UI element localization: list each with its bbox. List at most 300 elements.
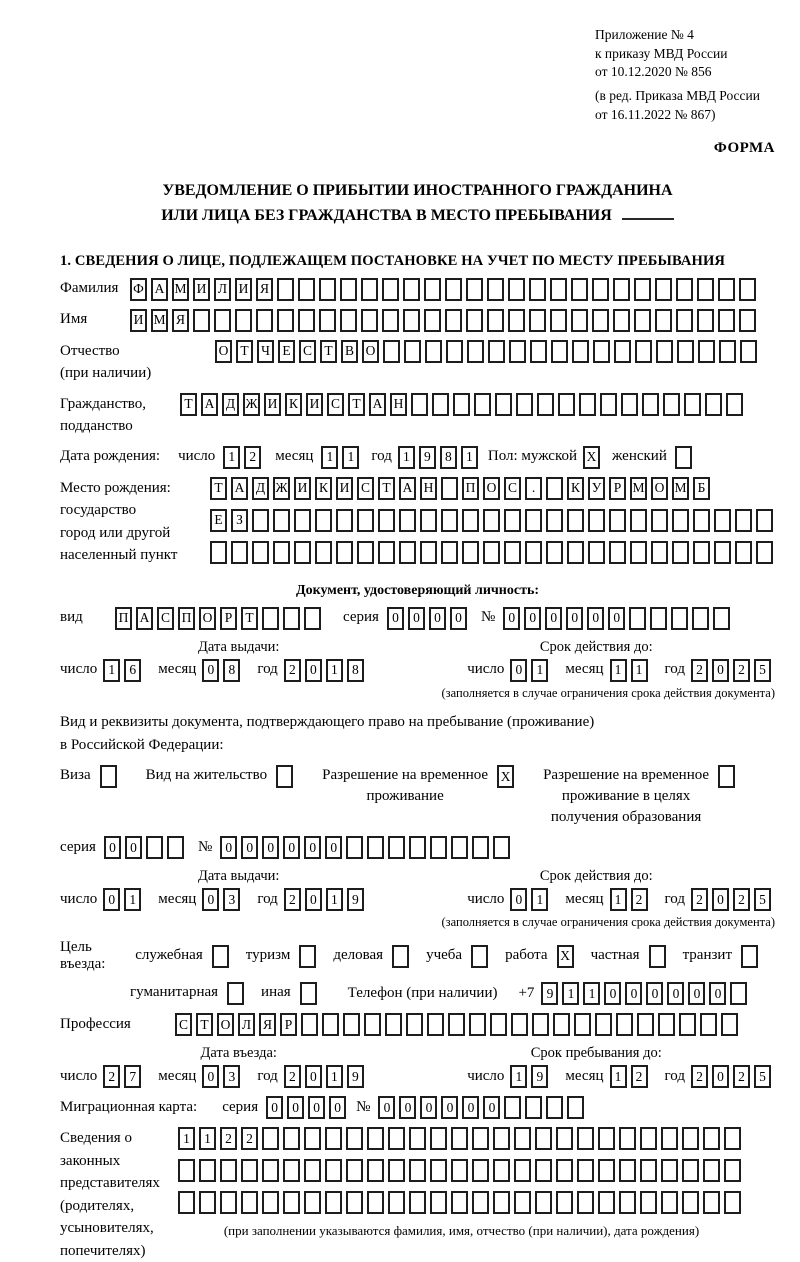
char-cell[interactable] — [721, 1013, 738, 1036]
char-cell[interactable] — [214, 309, 231, 332]
char-cell[interactable] — [592, 278, 609, 301]
char-cell[interactable]: 0 — [510, 659, 527, 682]
char-cell[interactable] — [556, 1127, 573, 1150]
char-cell[interactable] — [684, 393, 701, 416]
char-cell[interactable]: 0 — [566, 607, 583, 630]
char-cell[interactable]: Д — [222, 393, 239, 416]
char-cell[interactable] — [404, 340, 421, 363]
char-cell[interactable] — [382, 278, 399, 301]
char-cell[interactable] — [550, 309, 567, 332]
char-cell[interactable] — [199, 1191, 216, 1214]
char-cell[interactable]: 0 — [483, 1096, 500, 1119]
char-cell[interactable] — [467, 340, 484, 363]
char-cell[interactable] — [325, 1127, 342, 1150]
char-cell[interactable] — [572, 340, 589, 363]
char-cell[interactable] — [445, 278, 462, 301]
char-cell[interactable] — [315, 509, 332, 532]
char-cell[interactable] — [530, 340, 547, 363]
char-cell[interactable] — [392, 945, 409, 968]
char-cell[interactable] — [693, 541, 710, 564]
char-cell[interactable]: С — [327, 393, 344, 416]
char-cell[interactable] — [340, 278, 357, 301]
char-cell[interactable]: 0 — [308, 1096, 325, 1119]
char-cell[interactable]: 0 — [604, 982, 621, 1005]
char-cell[interactable]: 1 — [531, 659, 548, 682]
char-cell[interactable] — [357, 541, 374, 564]
char-cell[interactable]: 9 — [541, 982, 558, 1005]
char-cell[interactable] — [661, 1191, 678, 1214]
char-cell[interactable]: 2 — [691, 659, 708, 682]
char-cell[interactable] — [525, 541, 542, 564]
char-cell[interactable] — [651, 541, 668, 564]
char-cell[interactable] — [676, 278, 693, 301]
char-cell[interactable]: 8 — [440, 446, 457, 469]
char-cell[interactable]: А — [399, 477, 416, 500]
char-cell[interactable]: К — [285, 393, 302, 416]
char-cell[interactable] — [756, 509, 773, 532]
char-cell[interactable] — [682, 1127, 699, 1150]
char-cell[interactable] — [399, 541, 416, 564]
char-cell[interactable] — [487, 278, 504, 301]
char-cell[interactable]: 1 — [583, 982, 600, 1005]
char-cell[interactable] — [367, 836, 384, 859]
char-cell[interactable]: З — [231, 509, 248, 532]
char-cell[interactable] — [640, 1191, 657, 1214]
char-cell[interactable] — [299, 945, 316, 968]
char-cell[interactable] — [635, 340, 652, 363]
char-cell[interactable] — [304, 607, 321, 630]
char-cell[interactable]: 0 — [305, 1065, 322, 1088]
char-cell[interactable] — [619, 1191, 636, 1214]
char-cell[interactable] — [343, 1013, 360, 1036]
char-cell[interactable] — [724, 1191, 741, 1214]
char-cell[interactable]: 1 — [398, 446, 415, 469]
char-cell[interactable]: 2 — [691, 1065, 708, 1088]
char-cell[interactable]: 7 — [124, 1065, 141, 1088]
char-cell[interactable] — [693, 509, 710, 532]
char-cell[interactable] — [495, 393, 512, 416]
char-cell[interactable] — [252, 509, 269, 532]
char-cell[interactable]: X — [557, 945, 574, 968]
char-cell[interactable]: И — [235, 278, 252, 301]
char-cell[interactable]: Т — [210, 477, 227, 500]
char-cell[interactable] — [420, 509, 437, 532]
char-cell[interactable] — [525, 509, 542, 532]
char-cell[interactable] — [682, 1191, 699, 1214]
char-cell[interactable] — [600, 393, 617, 416]
char-cell[interactable]: 0 — [266, 1096, 283, 1119]
char-cell[interactable]: А — [151, 278, 168, 301]
char-cell[interactable] — [432, 393, 449, 416]
char-cell[interactable] — [511, 1013, 528, 1036]
char-cell[interactable]: Б — [693, 477, 710, 500]
char-cell[interactable]: С — [504, 477, 521, 500]
char-cell[interactable] — [508, 309, 525, 332]
char-cell[interactable]: 1 — [326, 888, 343, 911]
char-cell[interactable] — [276, 765, 293, 788]
char-cell[interactable]: О — [362, 340, 379, 363]
char-cell[interactable] — [550, 278, 567, 301]
char-cell[interactable] — [409, 836, 426, 859]
char-cell[interactable]: А — [201, 393, 218, 416]
char-cell[interactable] — [504, 541, 521, 564]
char-cell[interactable]: 1 — [199, 1127, 216, 1150]
char-cell[interactable]: 2 — [220, 1127, 237, 1150]
char-cell[interactable]: Л — [238, 1013, 255, 1036]
char-cell[interactable] — [567, 541, 584, 564]
char-cell[interactable] — [577, 1191, 594, 1214]
char-cell[interactable] — [692, 607, 709, 630]
char-cell[interactable] — [726, 393, 743, 416]
char-cell[interactable]: М — [672, 477, 689, 500]
char-cell[interactable]: Ф — [130, 278, 147, 301]
char-cell[interactable] — [357, 509, 374, 532]
char-cell[interactable] — [700, 1013, 717, 1036]
char-cell[interactable]: Н — [420, 477, 437, 500]
char-cell[interactable] — [616, 1013, 633, 1036]
char-cell[interactable] — [713, 607, 730, 630]
char-cell[interactable]: В — [341, 340, 358, 363]
char-cell[interactable] — [598, 1191, 615, 1214]
char-cell[interactable]: Н — [390, 393, 407, 416]
char-cell[interactable] — [739, 278, 756, 301]
char-cell[interactable]: С — [299, 340, 316, 363]
char-cell[interactable] — [730, 982, 747, 1005]
char-cell[interactable]: 1 — [103, 659, 120, 682]
char-cell[interactable]: 0 — [202, 659, 219, 682]
char-cell[interactable] — [451, 1191, 468, 1214]
char-cell[interactable] — [388, 836, 405, 859]
char-cell[interactable] — [698, 340, 715, 363]
char-cell[interactable]: 9 — [419, 446, 436, 469]
char-cell[interactable] — [739, 309, 756, 332]
char-cell[interactable]: 2 — [284, 888, 301, 911]
char-cell[interactable]: 6 — [124, 659, 141, 682]
char-cell[interactable] — [629, 607, 646, 630]
char-cell[interactable] — [703, 1127, 720, 1150]
char-cell[interactable]: 1 — [178, 1127, 195, 1150]
char-cell[interactable] — [304, 1127, 321, 1150]
char-cell[interactable] — [448, 1013, 465, 1036]
char-cell[interactable]: 2 — [241, 1127, 258, 1150]
char-cell[interactable] — [411, 393, 428, 416]
char-cell[interactable] — [451, 1127, 468, 1150]
char-cell[interactable]: 0 — [587, 607, 604, 630]
char-cell[interactable]: 0 — [441, 1096, 458, 1119]
char-cell[interactable] — [588, 541, 605, 564]
char-cell[interactable] — [487, 309, 504, 332]
char-cell[interactable] — [504, 1096, 521, 1119]
char-cell[interactable]: Р — [220, 607, 237, 630]
char-cell[interactable]: 0 — [220, 836, 237, 859]
char-cell[interactable] — [637, 1013, 654, 1036]
char-cell[interactable] — [535, 1191, 552, 1214]
char-cell[interactable] — [613, 309, 630, 332]
char-cell[interactable]: 0 — [378, 1096, 395, 1119]
char-cell[interactable] — [740, 340, 757, 363]
char-cell[interactable]: X — [497, 765, 514, 788]
char-cell[interactable]: 5 — [754, 1065, 771, 1088]
char-cell[interactable] — [658, 1013, 675, 1036]
char-cell[interactable]: 0 — [287, 1096, 304, 1119]
char-cell[interactable] — [430, 1191, 447, 1214]
char-cell[interactable]: 0 — [325, 836, 342, 859]
char-cell[interactable]: 3 — [223, 888, 240, 911]
char-cell[interactable] — [677, 340, 694, 363]
char-cell[interactable] — [508, 278, 525, 301]
char-cell[interactable] — [651, 509, 668, 532]
char-cell[interactable]: 0 — [712, 888, 729, 911]
char-cell[interactable] — [453, 393, 470, 416]
char-cell[interactable]: 0 — [420, 1096, 437, 1119]
char-cell[interactable] — [529, 278, 546, 301]
char-cell[interactable]: А — [231, 477, 248, 500]
char-cell[interactable]: Ж — [273, 477, 290, 500]
char-cell[interactable]: Т — [196, 1013, 213, 1036]
char-cell[interactable] — [388, 1127, 405, 1150]
char-cell[interactable]: 1 — [321, 446, 338, 469]
char-cell[interactable] — [472, 1191, 489, 1214]
char-cell[interactable] — [283, 1191, 300, 1214]
char-cell[interactable] — [567, 509, 584, 532]
char-cell[interactable]: 9 — [347, 1065, 364, 1088]
char-cell[interactable] — [703, 1191, 720, 1214]
char-cell[interactable] — [427, 1013, 444, 1036]
char-cell[interactable] — [294, 509, 311, 532]
char-cell[interactable] — [488, 340, 505, 363]
char-cell[interactable] — [649, 945, 666, 968]
char-cell[interactable] — [535, 1127, 552, 1150]
char-cell[interactable] — [634, 278, 651, 301]
char-cell[interactable] — [571, 278, 588, 301]
char-cell[interactable] — [630, 509, 647, 532]
char-cell[interactable]: 1 — [461, 446, 478, 469]
char-cell[interactable] — [472, 836, 489, 859]
char-cell[interactable] — [621, 393, 638, 416]
char-cell[interactable] — [567, 1096, 584, 1119]
char-cell[interactable]: 0 — [462, 1096, 479, 1119]
char-cell[interactable] — [212, 945, 229, 968]
char-cell[interactable] — [676, 309, 693, 332]
char-cell[interactable] — [430, 836, 447, 859]
char-cell[interactable]: О — [217, 1013, 234, 1036]
char-cell[interactable] — [718, 765, 735, 788]
char-cell[interactable] — [655, 309, 672, 332]
char-cell[interactable] — [424, 278, 441, 301]
char-cell[interactable] — [424, 309, 441, 332]
char-cell[interactable]: 0 — [329, 1096, 346, 1119]
char-cell[interactable] — [679, 1013, 696, 1036]
char-cell[interactable] — [546, 1096, 563, 1119]
char-cell[interactable]: 9 — [531, 1065, 548, 1088]
char-cell[interactable]: С — [357, 477, 374, 500]
char-cell[interactable]: И — [306, 393, 323, 416]
char-cell[interactable]: Я — [172, 309, 189, 332]
char-cell[interactable] — [210, 541, 227, 564]
char-cell[interactable]: 0 — [625, 982, 642, 1005]
char-cell[interactable]: 0 — [125, 836, 142, 859]
char-cell[interactable] — [656, 340, 673, 363]
char-cell[interactable]: Л — [214, 278, 231, 301]
char-cell[interactable] — [336, 509, 353, 532]
char-cell[interactable]: М — [151, 309, 168, 332]
char-cell[interactable] — [336, 541, 353, 564]
char-cell[interactable]: К — [567, 477, 584, 500]
char-cell[interactable]: 0 — [283, 836, 300, 859]
char-cell[interactable] — [471, 945, 488, 968]
char-cell[interactable] — [100, 765, 117, 788]
char-cell[interactable] — [756, 541, 773, 564]
char-cell[interactable] — [504, 509, 521, 532]
char-cell[interactable] — [441, 477, 458, 500]
char-cell[interactable]: П — [178, 607, 195, 630]
char-cell[interactable] — [642, 393, 659, 416]
char-cell[interactable] — [579, 393, 596, 416]
char-cell[interactable]: 2 — [284, 659, 301, 682]
char-cell[interactable] — [592, 309, 609, 332]
char-cell[interactable] — [388, 1191, 405, 1214]
char-cell[interactable] — [420, 541, 437, 564]
char-cell[interactable] — [361, 309, 378, 332]
char-cell[interactable]: О — [483, 477, 500, 500]
char-cell[interactable] — [493, 1191, 510, 1214]
char-cell[interactable] — [598, 1127, 615, 1150]
char-cell[interactable] — [325, 1191, 342, 1214]
char-cell[interactable] — [640, 1127, 657, 1150]
char-cell[interactable]: 0 — [646, 982, 663, 1005]
char-cell[interactable] — [556, 1191, 573, 1214]
char-cell[interactable] — [262, 1191, 279, 1214]
char-cell[interactable] — [663, 393, 680, 416]
char-cell[interactable] — [516, 393, 533, 416]
char-cell[interactable]: 1 — [510, 1065, 527, 1088]
char-cell[interactable] — [319, 309, 336, 332]
char-cell[interactable]: М — [630, 477, 647, 500]
char-cell[interactable] — [609, 509, 626, 532]
char-cell[interactable]: 0 — [545, 607, 562, 630]
char-cell[interactable] — [262, 1127, 279, 1150]
char-cell[interactable] — [655, 278, 672, 301]
char-cell[interactable] — [472, 1127, 489, 1150]
char-cell[interactable]: 0 — [262, 836, 279, 859]
char-cell[interactable] — [235, 309, 252, 332]
char-cell[interactable]: С — [175, 1013, 192, 1036]
char-cell[interactable]: 0 — [103, 888, 120, 911]
char-cell[interactable] — [630, 541, 647, 564]
char-cell[interactable]: 0 — [387, 607, 404, 630]
char-cell[interactable]: П — [462, 477, 479, 500]
char-cell[interactable] — [252, 541, 269, 564]
char-cell[interactable] — [714, 509, 731, 532]
char-cell[interactable]: 1 — [610, 1065, 627, 1088]
char-cell[interactable] — [466, 309, 483, 332]
char-cell[interactable] — [490, 1013, 507, 1036]
char-cell[interactable] — [558, 393, 575, 416]
char-cell[interactable] — [514, 1127, 531, 1150]
char-cell[interactable] — [304, 1191, 321, 1214]
char-cell[interactable]: 0 — [408, 607, 425, 630]
char-cell[interactable]: И — [294, 477, 311, 500]
char-cell[interactable] — [671, 607, 688, 630]
char-cell[interactable]: 1 — [326, 659, 343, 682]
char-cell[interactable] — [346, 836, 363, 859]
char-cell[interactable] — [322, 1013, 339, 1036]
char-cell[interactable]: 0 — [450, 607, 467, 630]
char-cell[interactable]: 0 — [202, 888, 219, 911]
char-cell[interactable]: Е — [210, 509, 227, 532]
char-cell[interactable] — [146, 836, 163, 859]
char-cell[interactable] — [273, 541, 290, 564]
char-cell[interactable]: Т — [378, 477, 395, 500]
char-cell[interactable] — [300, 982, 317, 1005]
char-cell[interactable] — [588, 509, 605, 532]
char-cell[interactable] — [509, 340, 526, 363]
char-cell[interactable] — [697, 278, 714, 301]
char-cell[interactable]: Т — [320, 340, 337, 363]
char-cell[interactable] — [714, 541, 731, 564]
char-cell[interactable]: 0 — [202, 1065, 219, 1088]
char-cell[interactable]: 0 — [305, 888, 322, 911]
char-cell[interactable] — [571, 309, 588, 332]
char-cell[interactable]: 0 — [712, 1065, 729, 1088]
char-cell[interactable] — [378, 509, 395, 532]
char-cell[interactable] — [298, 278, 315, 301]
char-cell[interactable] — [718, 278, 735, 301]
char-cell[interactable] — [613, 278, 630, 301]
char-cell[interactable] — [319, 278, 336, 301]
char-cell[interactable] — [546, 477, 563, 500]
char-cell[interactable] — [466, 278, 483, 301]
char-cell[interactable] — [595, 1013, 612, 1036]
char-cell[interactable]: Т — [236, 340, 253, 363]
char-cell[interactable] — [735, 541, 752, 564]
char-cell[interactable] — [399, 509, 416, 532]
char-cell[interactable]: Я — [259, 1013, 276, 1036]
char-cell[interactable]: 0 — [304, 836, 321, 859]
char-cell[interactable]: О — [215, 340, 232, 363]
char-cell[interactable]: К — [315, 477, 332, 500]
char-cell[interactable] — [283, 1127, 300, 1150]
char-cell[interactable] — [661, 1127, 678, 1150]
char-cell[interactable]: А — [369, 393, 386, 416]
char-cell[interactable] — [514, 1191, 531, 1214]
char-cell[interactable]: 1 — [223, 446, 240, 469]
char-cell[interactable] — [462, 509, 479, 532]
char-cell[interactable] — [705, 393, 722, 416]
char-cell[interactable]: 9 — [347, 888, 364, 911]
char-cell[interactable]: 0 — [104, 836, 121, 859]
char-cell[interactable] — [227, 982, 244, 1005]
char-cell[interactable] — [672, 509, 689, 532]
char-cell[interactable] — [277, 309, 294, 332]
char-cell[interactable]: О — [199, 607, 216, 630]
char-cell[interactable] — [277, 278, 294, 301]
char-cell[interactable]: Т — [348, 393, 365, 416]
char-cell[interactable]: Т — [180, 393, 197, 416]
char-cell[interactable] — [383, 340, 400, 363]
char-cell[interactable] — [483, 509, 500, 532]
char-cell[interactable] — [724, 1127, 741, 1150]
char-cell[interactable]: 0 — [688, 982, 705, 1005]
char-cell[interactable] — [346, 1127, 363, 1150]
char-cell[interactable]: 0 — [503, 607, 520, 630]
char-cell[interactable]: 0 — [510, 888, 527, 911]
char-cell[interactable]: Д — [252, 477, 269, 500]
char-cell[interactable] — [446, 340, 463, 363]
char-cell[interactable]: 8 — [347, 659, 364, 682]
char-cell[interactable] — [430, 1127, 447, 1150]
char-cell[interactable] — [614, 340, 631, 363]
